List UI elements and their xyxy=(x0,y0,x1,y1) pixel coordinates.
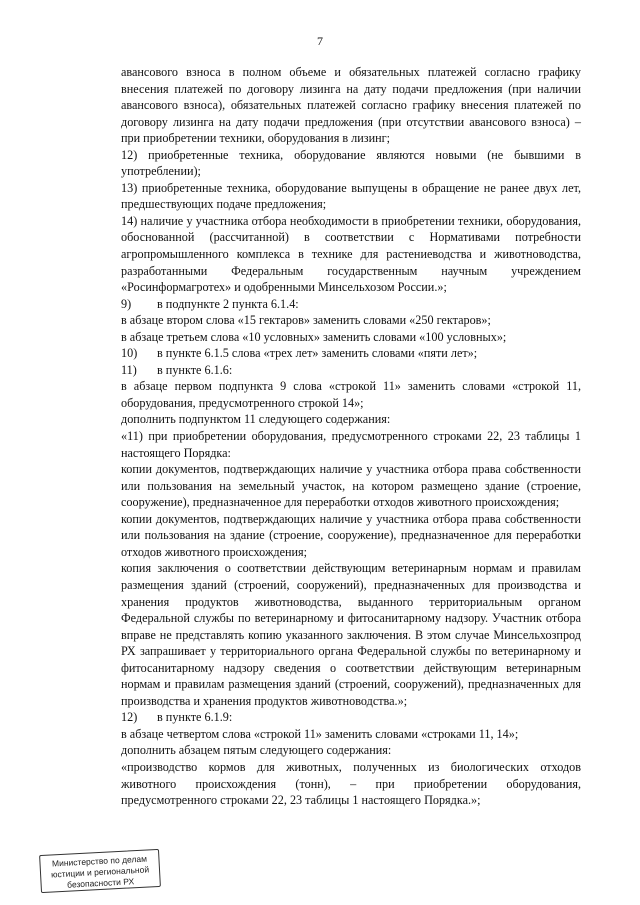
document-body xyxy=(121,64,581,809)
paragraph: дополнить подпунктом 11 следующего содержания: xyxy=(121,412,391,427)
paragraph: копия заключения о соответствии действующим ветеринарным нормам и правилам размещения зданий (строений, сооружений), предназначенных для производства и хранения продуктов животноводства, выданного территориальным органом Федеральной службы по ветеринарному и фитосанитарному надзору. Участник отбора вправе не представлять копию указанного заключения. В этом случае Минсельхозпрод РХ запрашивает у территориального органа Федеральной службы по ветеринарному и фитосанитарному надзору сведения о соответствии действующим ветеринарным нормам и правилам размещения зданий (строений, сооружений), предназначенных для производства и хранения продуктов животноводства.»; xyxy=(121,561,581,708)
paragraph: копии документов, подтверждающих наличие у участника отбора права собственности или пользования на здание (строение, сооружение), предназначенное для переработки отходов животного происхождения; xyxy=(121,511,581,559)
paragraph: в абзаце четвертом слова «строкой 11» заменить словами «строками 11, 14»; xyxy=(121,726,519,741)
paragraph: 12) приобретенные техника, оборудование являются новыми (не бывшими в употреблении); xyxy=(121,147,581,179)
list-item: 9) в подпункте 2 пункта 6.1.4: xyxy=(121,296,299,311)
paragraph: дополнить абзацем пятым следующего содержания: xyxy=(121,743,392,758)
stamp-line: юстиции и региональной xyxy=(50,864,150,880)
paragraph: «11) при приобретении оборудования, предусмотренного строками 22, 23 таблицы 1 настоящего Порядка: xyxy=(121,429,581,460)
paragraph: в абзаце первом подпункта 9 слова «строкой 11» заменить словами «строкой 11, оборудования, предусмотренного строкой 14»; xyxy=(121,379,581,410)
list-item: 10) в пункте 6.1.5 слова «трех лет» заменить словами «пяти лет»; xyxy=(121,346,478,361)
paragraph: 14) наличие у участника отбора необходимости в приобретении техники, оборудования, обоснованной (рассчитанной) в соответствии с Нормативами потребности агропромышленного комплекса в технике для растениеводства и животноводства, разработанными Федеральным государственным научным учреждением «Росинформагротех» и одобренными Минсельхозом России.»; xyxy=(121,213,581,295)
stamp-line: Министерство по делам xyxy=(51,853,148,869)
paragraph: копии документов, подтверждающих наличие у участника отбора права собственности или пользования на земельный участок, на котором размещено здание (строение, сооружение), предназначенное для переработки отходов животного происхождения; xyxy=(121,462,581,510)
paragraph: авансового взноса в полном объеме и обязательных платежей согласно графику внесения платежей по договору лизинга на дату подачи предложения (при наличии авансового взноса), обязательных платежей согласно графику внесения платежей по договору лизинга на дату подачи предложения (при отсутствии авансового взноса) – при приобретении техники, оборудования в лизинг; xyxy=(121,65,581,146)
stamp-line: безопасности РХ xyxy=(66,876,135,890)
list-item: 12) в пункте 6.1.9: xyxy=(121,710,233,725)
paragraph: 13) приобретенные техника, оборудование выпущены в обращение не ранее двух лет, предшествующих подаче предложения; xyxy=(121,180,581,212)
page-number: 7 xyxy=(317,34,323,48)
paragraph: в абзаце втором слова «15 гектаров» заменить словами «250 гектаров»; xyxy=(121,313,491,328)
list-item: 11) в пункте 6.1.6: xyxy=(121,362,233,377)
registration-stamp xyxy=(39,849,161,893)
paragraph: «производство кормов для животных, полученных из биологических отходов животного происхождения (тонн), – при приобретении оборудования, предусмотренного строками 22, 23 таблицы 1 настоящего Порядка.»; xyxy=(121,759,581,808)
paragraph: в абзаце третьем слова «10 условных» заменить словами «100 условных»; xyxy=(121,329,507,344)
